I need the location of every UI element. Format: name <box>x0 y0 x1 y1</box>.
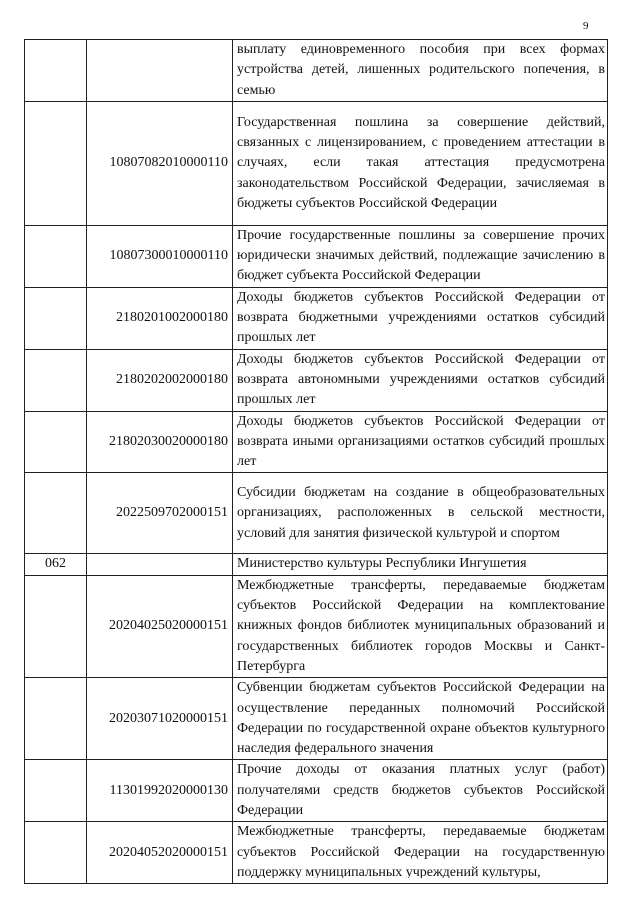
admin-code-cell <box>25 760 87 822</box>
table-row <box>25 349 608 411</box>
admin-code-cell <box>25 225 87 287</box>
description-cell: Доходы бюджетов субъектов Российской Федерации от возврата автономными учреждениями остатков субсидий прошлых лет <box>233 349 608 411</box>
page-number: 9 <box>583 20 589 32</box>
description-cell: Доходы бюджетов субъектов Российской Федерации от возврата иными организациями остатков субсидий прошлых лет <box>233 411 608 473</box>
budget-code-cell: 21802030020000180 <box>87 411 233 473</box>
table-row <box>25 40 608 102</box>
budget-code-cell: 20204025020000151 <box>87 575 233 677</box>
budget-code-cell: 10807300010000110 <box>87 225 233 287</box>
table-row <box>25 678 608 760</box>
table-row <box>25 473 608 554</box>
admin-code-cell <box>25 40 87 102</box>
budget-code-cell: 2180202002000180 <box>87 349 233 411</box>
table-row <box>25 225 608 287</box>
budget-code-cell <box>87 40 233 102</box>
admin-code-cell <box>25 473 87 554</box>
admin-code-cell <box>25 678 87 760</box>
table-row <box>25 822 608 884</box>
description-cell: Государственная пошлина за совершение действий, связанных с лицензированием, с проведением аттестации в случаях, если такая аттестация предусмотрена законодательством Российской Федерации, зачисляемая в бюджеты субъектов Российской Федерации <box>233 101 608 225</box>
description-cell <box>233 822 608 884</box>
admin-code-cell <box>25 575 87 677</box>
table-row <box>25 575 608 677</box>
description-cell: выплату единовременного пособия при всех формах устройства детей, лишенных родительского попечения, в семью <box>233 40 608 102</box>
admin-code-cell: 062 <box>25 554 87 575</box>
description-cell: Министерство культуры Республики Ингушетия <box>233 554 608 575</box>
budget-code-cell: 20204052020000151 <box>87 822 233 884</box>
budget-code-cell: 20203071020000151 <box>87 678 233 760</box>
budget-code-cell: 10807082010000110 <box>87 101 233 225</box>
description-cell: Субвенции бюджетам субъектов Российской Федерации на осуществление переданных полномочий Российской Федерации по государственной охране объектов культурного наследия федерального значения <box>233 678 608 760</box>
description-cell: Субсидии бюджетам на создание в общеобразовательных организациях, расположенных в сельской местности, условий для занятия физической культурой и спортом <box>233 473 608 554</box>
description-cell: Прочие доходы от оказания платных услуг (работ) получателями средств бюджетов субъектов Российской Федерации <box>233 760 608 822</box>
table-row <box>25 554 608 575</box>
admin-code-cell <box>25 349 87 411</box>
table-row <box>25 287 608 349</box>
budget-code-cell: 2022509702000151 <box>87 473 233 554</box>
description-cell: Прочие государственные пошлины за совершение прочих юридически значимых действий, подлежащие зачислению в бюджет субъекта Российской Федерации <box>233 225 608 287</box>
description-text: Межбюджетные трансферты, передаваемые бюджетам субъектов Российской Федерации на государственную поддержку муниципальных учреждений культуры, <box>237 824 605 879</box>
admin-code-cell <box>25 287 87 349</box>
budget-codes-table <box>24 39 608 884</box>
description-cell: Доходы бюджетов субъектов Российской Федерации от возврата бюджетными учреждениями остатков субсидий прошлых лет <box>233 287 608 349</box>
budget-code-cell <box>87 554 233 575</box>
table-row <box>25 411 608 473</box>
admin-code-cell <box>25 411 87 473</box>
table-row <box>25 760 608 822</box>
admin-code-cell <box>25 822 87 884</box>
budget-code-cell: 11301992020000130 <box>87 760 233 822</box>
description-cell: Межбюджетные трансферты, передаваемые бюджетам субъектов Российской Федерации на комплектование книжных фондов библиотек муниципальных образований и государственных библиотек городов Москвы и Санкт-Петербурга <box>233 575 608 677</box>
budget-code-cell: 2180201002000180 <box>87 287 233 349</box>
admin-code-cell <box>25 101 87 225</box>
table-row <box>25 101 608 225</box>
